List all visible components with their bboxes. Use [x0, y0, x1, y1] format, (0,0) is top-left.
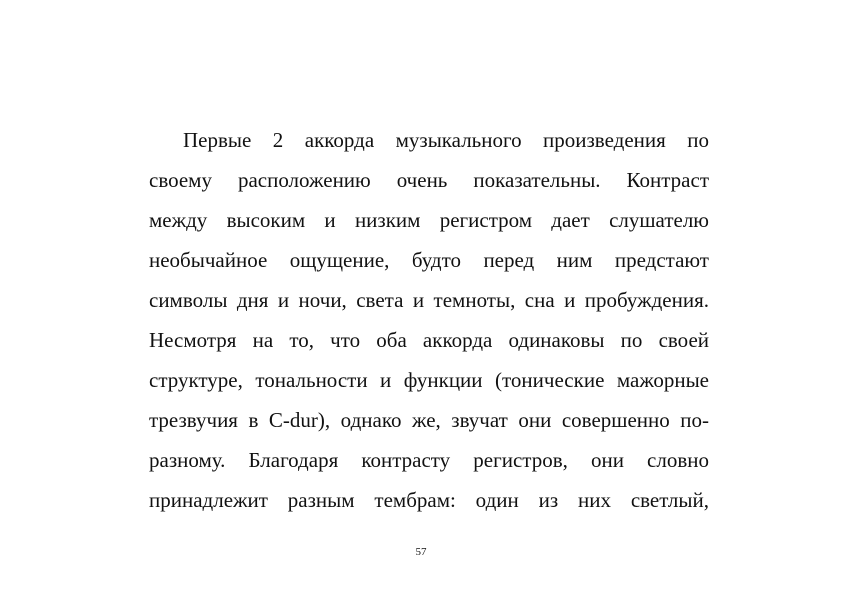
- text-line: разному. Благодаря контрасту регистров, они словно: [149, 448, 709, 472]
- text-line: своему расположению очень показательны. Контраст: [149, 168, 709, 192]
- text-line: Первые 2 аккорда музыкального произведения по: [183, 128, 709, 152]
- body-paragraph: [149, 120, 709, 520]
- text-line: необычайное ощущение, будто перед ним предстают: [149, 248, 709, 272]
- text-line: трезвучия в С-dur), однако же, звучат они совершенно по-: [149, 408, 709, 432]
- page-number: 57: [415, 546, 427, 558]
- text-line: структуре, тональности и функции (тонические мажорные: [149, 368, 709, 392]
- text-line: Несмотря на то, что оба аккорда одинаковы по своей: [149, 328, 709, 352]
- text-line: символы дня и ночи, света и темноты, сна и пробуждения.: [149, 288, 709, 312]
- text-line: между высоким и низким регистром дает слушателю: [149, 208, 709, 232]
- text-line: принадлежит разным тембрам: один из них светлый,: [149, 488, 709, 512]
